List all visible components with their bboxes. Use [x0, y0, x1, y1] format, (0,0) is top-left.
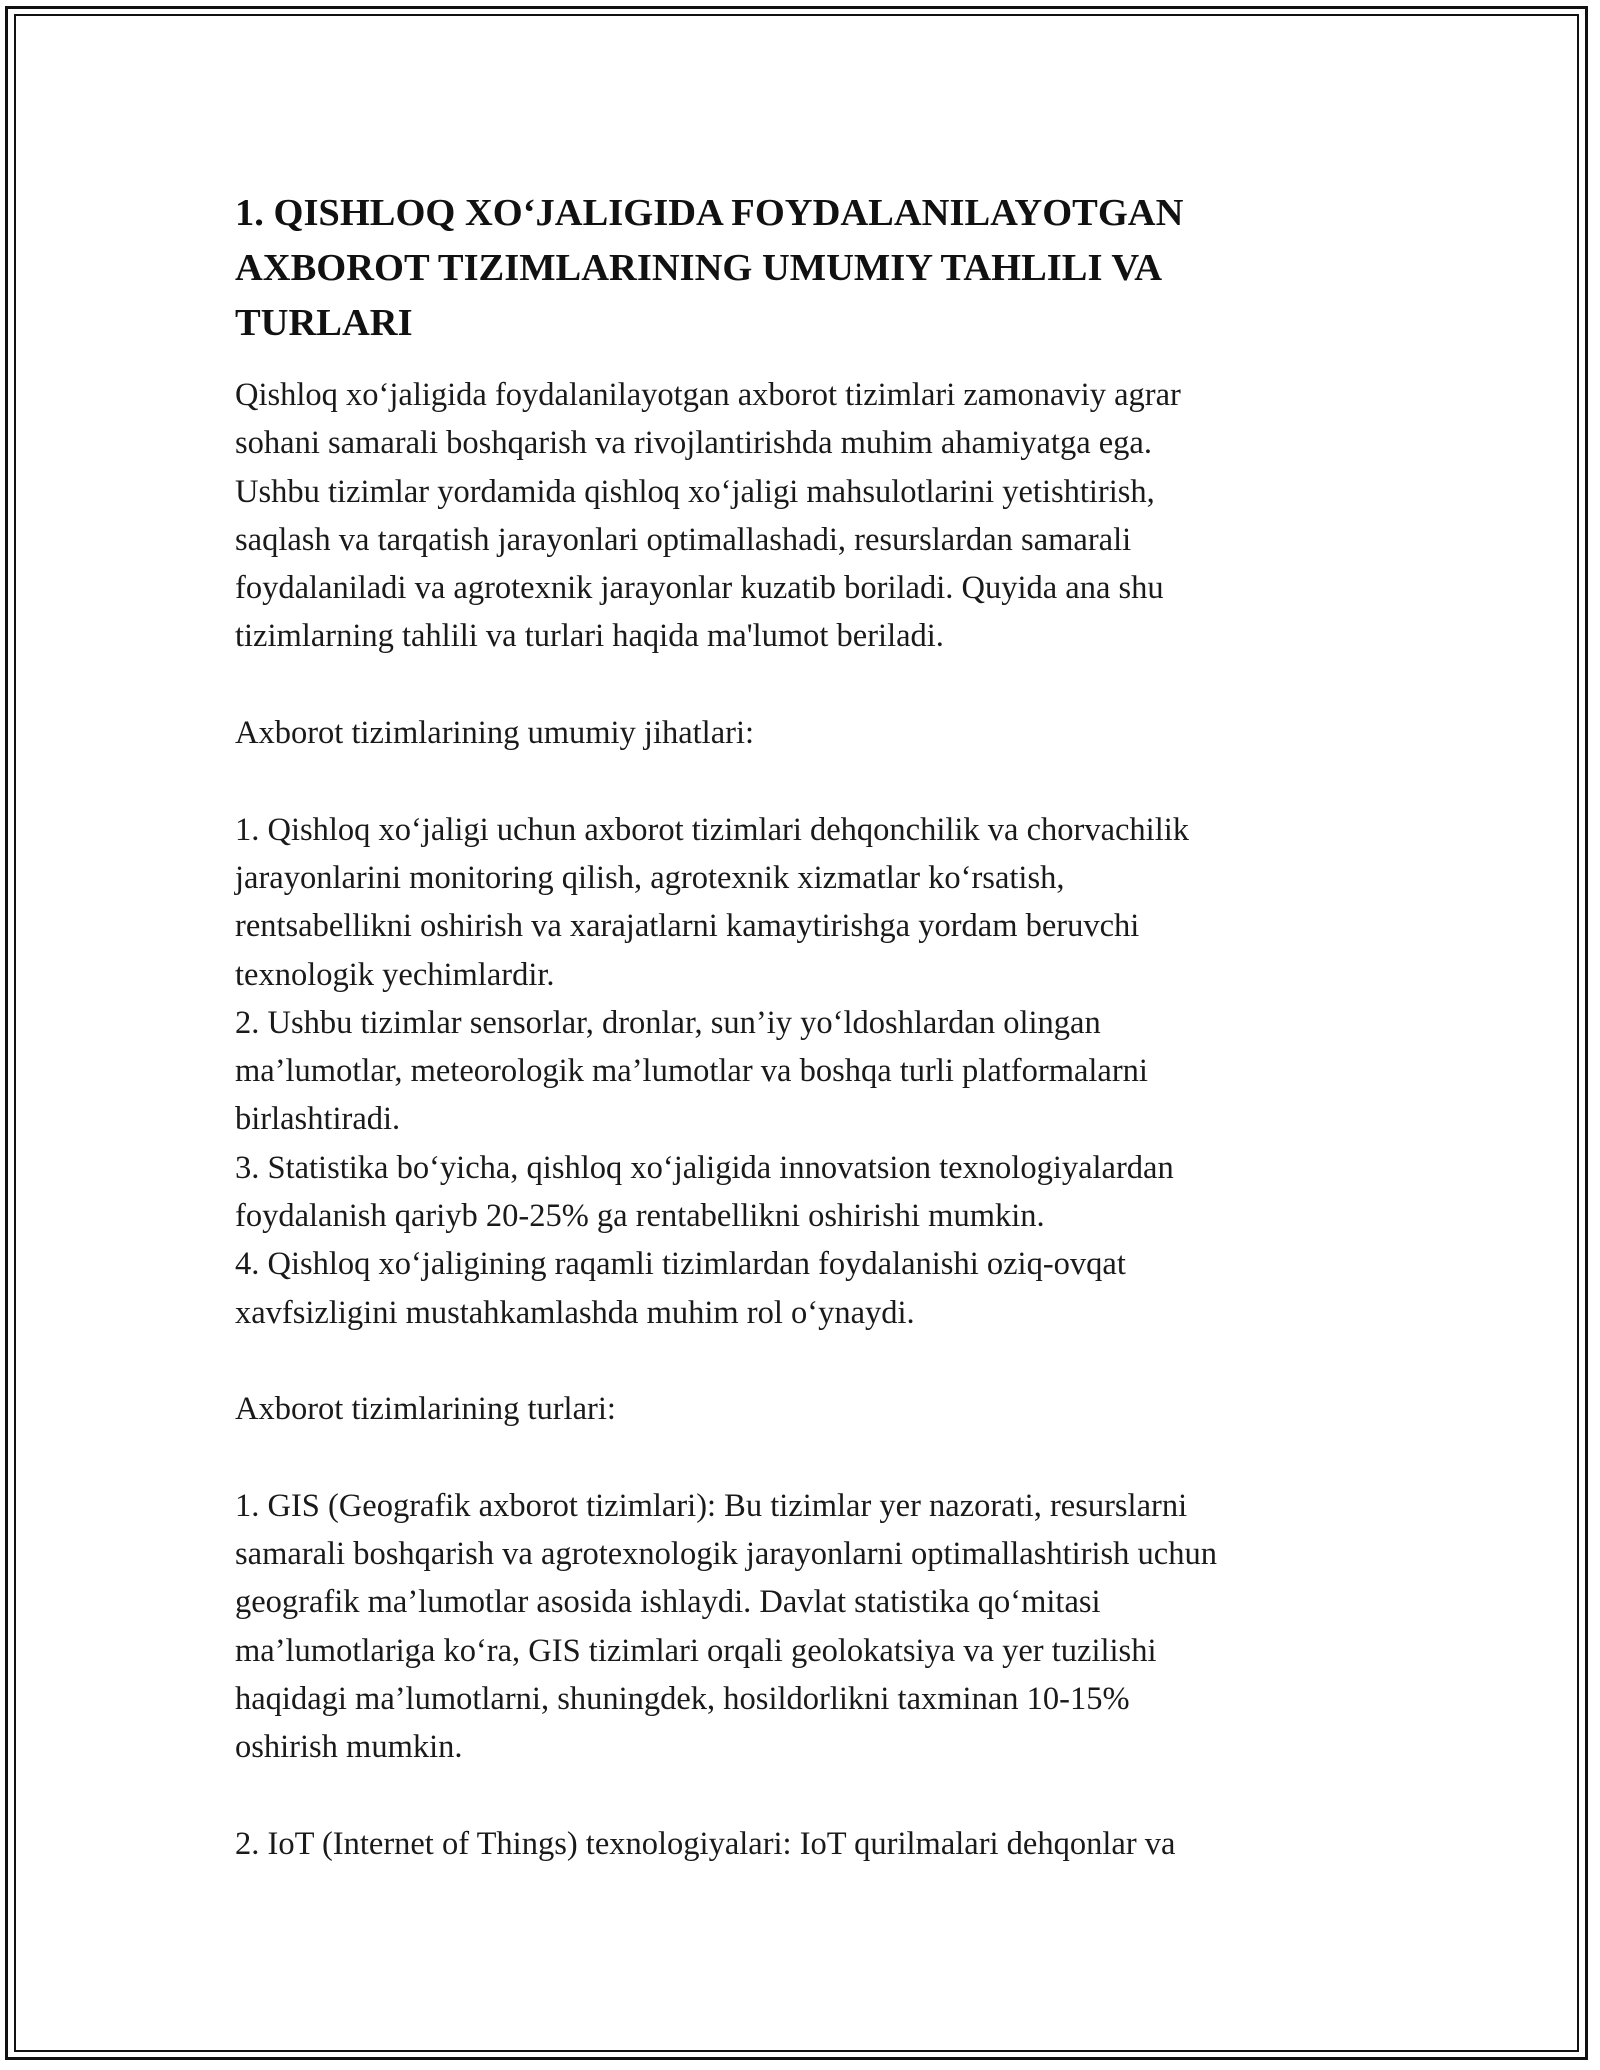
text-line: foydalaniladi va agrotexnik jarayonlar kuzatib boriladi. Quyida ana shu	[235, 570, 1164, 607]
document-title	[235, 186, 1365, 351]
text-line: ma’lumotlariga ko‘ra, GIS tizimlari orqali geolokatsiya va yer tuzilishi	[235, 1632, 1157, 1669]
text-line: saqlash va tarqatish jarayonlari optimallashadi, resurslardan samarali	[235, 521, 1132, 558]
text-line: Ushbu tizimlar yordamida qishloq xo‘jaligi mahsulotlarini yetishtirish,	[235, 473, 1155, 510]
text-line: 2. IoT (Internet of Things) texnologiyalari: IoT qurilmalari dehqonlar va	[235, 1825, 1176, 1862]
title-line: 1. QISHLOQ XO‘JALIGIDA FOYDALANILAYOTGAN	[235, 192, 1184, 234]
text-line: sohani samarali boshqarish va rivojlantirishda muhim ahamiyatga ega.	[235, 425, 1152, 462]
text-line: xavfsizligini mustahkamlashda muhim rol o‘ynaydi.	[235, 1294, 915, 1331]
text-line: 1. Qishloq xo‘jaligi uchun axborot tizimlari dehqonchilik va chorvachilik	[235, 811, 1190, 848]
general-aspects-list	[235, 806, 1365, 1337]
title-line: AXBOROT TIZIMLARINING UMUMIY TAHLILI VA	[235, 247, 1163, 289]
section-heading-types	[235, 1385, 1365, 1433]
text-line: samarali boshqarish va agrotexnologik jarayonlarni optimallashtirish uchun	[235, 1536, 1217, 1573]
text-line: tizimlarning tahlili va turlari haqida ma'lumot beriladi.	[235, 618, 944, 655]
text-line: haqidagi ma’lumotlarni, shuningdek, hosildorlikni taxminan 10-15%	[235, 1681, 1130, 1718]
document-body	[235, 186, 1365, 1868]
section-heading-text: Axborot tizimlarining turlari:	[235, 1391, 616, 1428]
section-heading-text: Axborot tizimlarining umumiy jihatlari:	[235, 715, 755, 752]
text-line: 3. Statistika bo‘yicha, qishloq xo‘jaligida innovatsion texnologiyalardan	[235, 1149, 1174, 1186]
text-line: 2. Ushbu tizimlar sensorlar, dronlar, sun’iy yo‘ldoshlardan olingan	[235, 1004, 1101, 1041]
text-line: geografik ma’lumotlar asosida ishlaydi. Davlat statistika qo‘mitasi	[235, 1584, 1101, 1621]
text-line: 4. Qishloq xo‘jaligining raqamli tizimlardan foydalanishi oziq-ovqat	[235, 1246, 1126, 1283]
gis-paragraph	[235, 1482, 1365, 1772]
intro-paragraph	[235, 371, 1365, 661]
text-line: oshirish mumkin.	[235, 1729, 463, 1766]
iot-paragraph	[235, 1820, 1365, 1868]
text-line: texnologik yechimlardir.	[235, 956, 555, 993]
section-heading-general	[235, 709, 1365, 757]
text-line: ma’lumotlar, meteorologik ma’lumotlar va boshqa turli platformalarni	[235, 1053, 1148, 1090]
text-line: jarayonlarini monitoring qilish, agrotexnik xizmatlar ko‘rsatish,	[235, 859, 1065, 896]
text-line: rentsabellikni oshirish va xarajatlarni kamaytirishga yordam beruvchi	[235, 908, 1140, 945]
text-line: birlashtiradi.	[235, 1101, 401, 1138]
text-line: 1. GIS (Geografik axborot tizimlari): Bu tizimlar yer nazorati, resurslarni	[235, 1487, 1188, 1524]
title-line: TURLARI	[235, 302, 413, 344]
text-line: Qishloq xo‘jaligida foydalanilayotgan axborot tizimlari zamonaviy agrar	[235, 377, 1181, 413]
text-line: foydalanish qariyb 20-25% ga rentabellikni oshirishi mumkin.	[235, 1198, 1045, 1235]
